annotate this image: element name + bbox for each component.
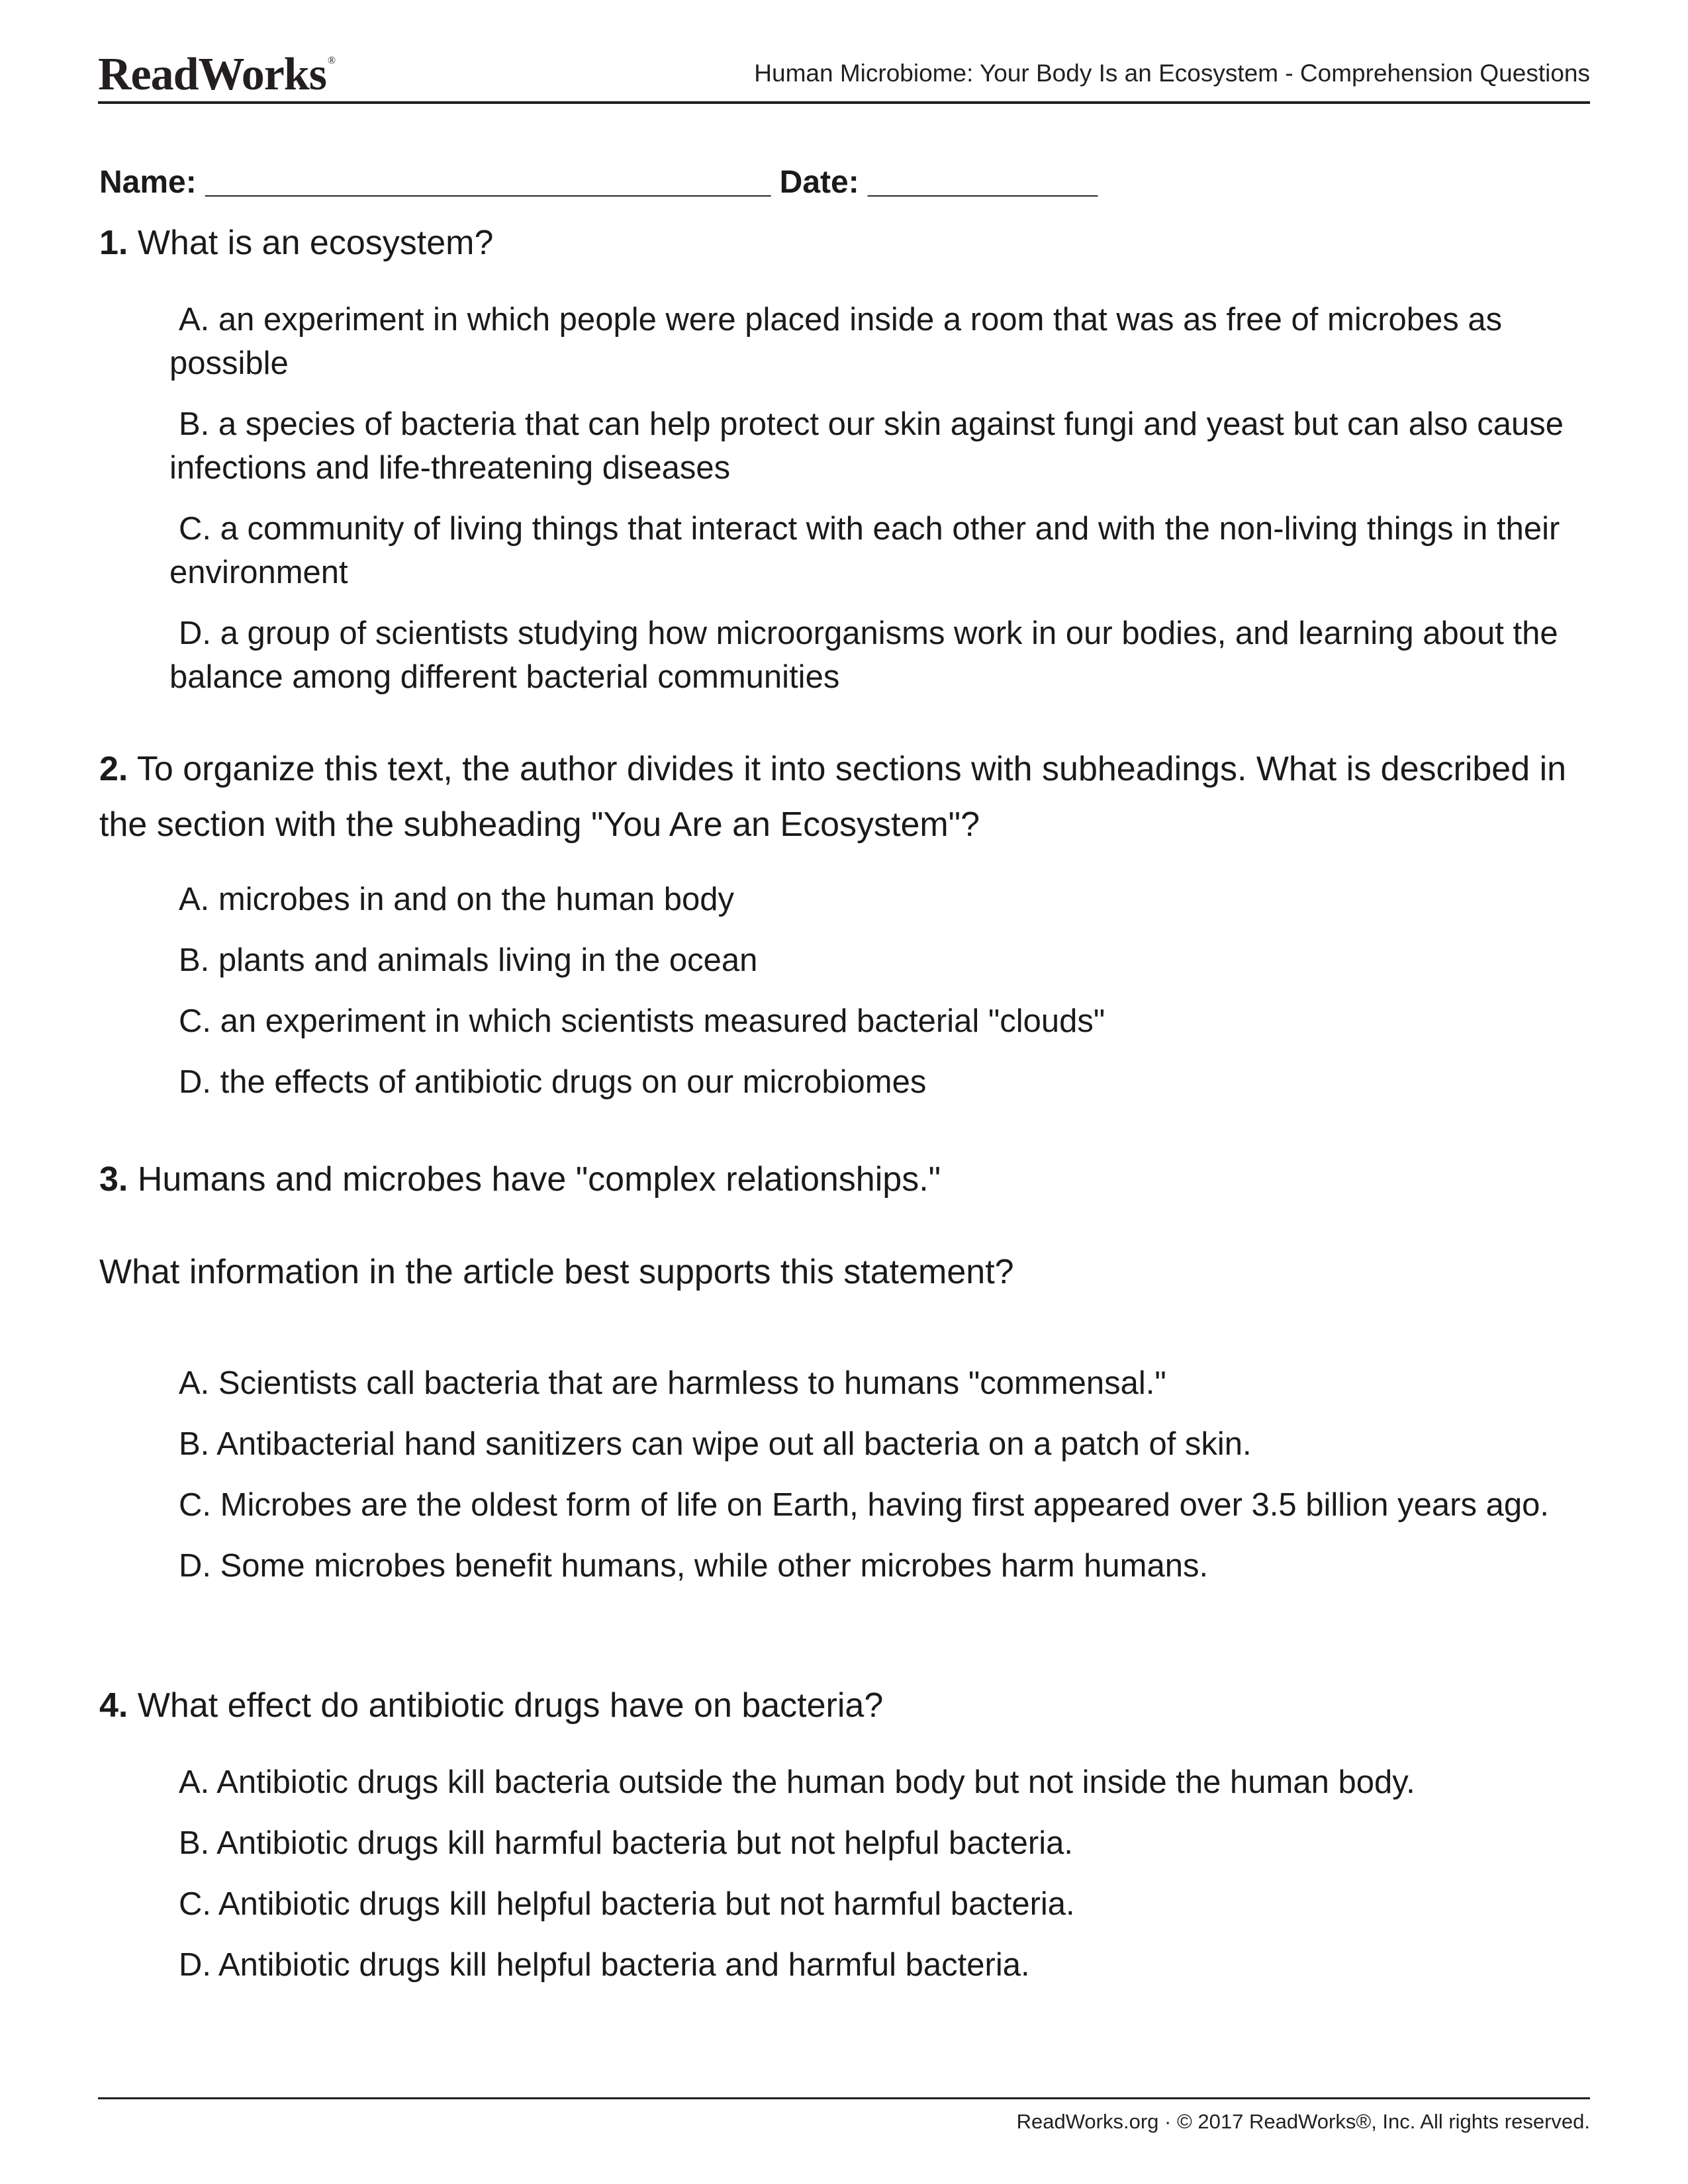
- choice-b[interactable]: B. a species of bacteria that can help protect our skin against fungi and yeast but can also cause infections and life-threatening diseases: [169, 406, 1564, 486]
- choice-a[interactable]: A. an experiment in which people were placed inside a room that was as free of microbes as possible: [169, 302, 1503, 381]
- date-label: Date:: [779, 165, 859, 200]
- question-number: 2.: [99, 750, 128, 788]
- document-title: Human Microbiome: Your Body Is an Ecosystem - Comprehension Questions: [754, 60, 1590, 87]
- name-blank[interactable]: ________________________________: [205, 165, 771, 200]
- question-text: Humans and microbes have "complex relationships.": [137, 1160, 941, 1199]
- logo-text: ReadWorks: [98, 49, 326, 100]
- question-3: [99, 1152, 1569, 1207]
- name-date-line: [99, 167, 1098, 199]
- question-text: What effect do antibiotic drugs have on bacteria?: [137, 1686, 884, 1725]
- choice-c[interactable]: C. an experiment in which scientists measured bacterial "clouds": [179, 1003, 1105, 1039]
- choice-c[interactable]: C. a community of living things that interact with each other and with the non-living things in their environment: [169, 511, 1560, 590]
- question-number: 1.: [99, 224, 128, 262]
- question-4-choices: [169, 1760, 1579, 2004]
- question-1: [99, 215, 1569, 271]
- copyright-footer: ReadWorks.org · © 2017 ReadWorks®, Inc. All rights reserved.: [1016, 2110, 1590, 2133]
- date-blank[interactable]: _____________: [868, 165, 1098, 200]
- footer-divider: [98, 2097, 1590, 2099]
- question-text: What is an ecosystem?: [137, 224, 494, 262]
- choice-d[interactable]: D. the effects of antibiotic drugs on our microbiomes: [179, 1064, 927, 1100]
- question-text: To organize this text, the author divides it into sections with subheadings. What is described in the section with the subheading "You Are an Ecosystem"?: [99, 750, 1567, 844]
- choice-c[interactable]: C. Antibiotic drugs kill helpful bacteria but not harmful bacteria.: [179, 1886, 1075, 1922]
- question-3-prompt: What information in the article best supports this statement?: [99, 1253, 1014, 1291]
- choice-a[interactable]: A. Antibiotic drugs kill bacteria outside the human body but not inside the human body.: [179, 1764, 1415, 1800]
- header-divider: [98, 101, 1590, 104]
- choice-c[interactable]: C. Microbes are the oldest form of life on Earth, having first appeared over 3.5 billion years ago.: [179, 1487, 1549, 1523]
- choice-a[interactable]: A. microbes in and on the human body: [179, 882, 734, 917]
- choice-d[interactable]: D. a group of scientists studying how microorganisms work in our bodies, and learning about the balance among different bacterial communities: [169, 615, 1558, 695]
- name-label: Name:: [99, 165, 197, 200]
- choice-d[interactable]: D. Antibiotic drugs kill helpful bacteria and harmful bacteria.: [179, 1947, 1030, 1983]
- question-1-choices: [169, 298, 1579, 716]
- choice-b[interactable]: B. Antibacterial hand sanitizers can wipe out all bacteria on a patch of skin.: [179, 1426, 1252, 1462]
- readworks-logo: [98, 49, 336, 100]
- question-3-choices: [169, 1361, 1579, 1605]
- choice-b[interactable]: B. Antibiotic drugs kill harmful bacteria but not helpful bacteria.: [179, 1825, 1073, 1861]
- question-2: [99, 741, 1569, 852]
- question-4: [99, 1678, 1569, 1733]
- question-number: 4.: [99, 1686, 128, 1725]
- registered-mark: ®: [327, 55, 336, 66]
- question-number: 3.: [99, 1160, 128, 1199]
- choice-b[interactable]: B. plants and animals living in the ocean: [179, 942, 758, 978]
- question-2-choices: [169, 878, 1579, 1121]
- choice-d[interactable]: D. Some microbes benefit humans, while other microbes harm humans.: [179, 1548, 1209, 1584]
- choice-a[interactable]: A. Scientists call bacteria that are harmless to humans "commensal.": [179, 1365, 1166, 1401]
